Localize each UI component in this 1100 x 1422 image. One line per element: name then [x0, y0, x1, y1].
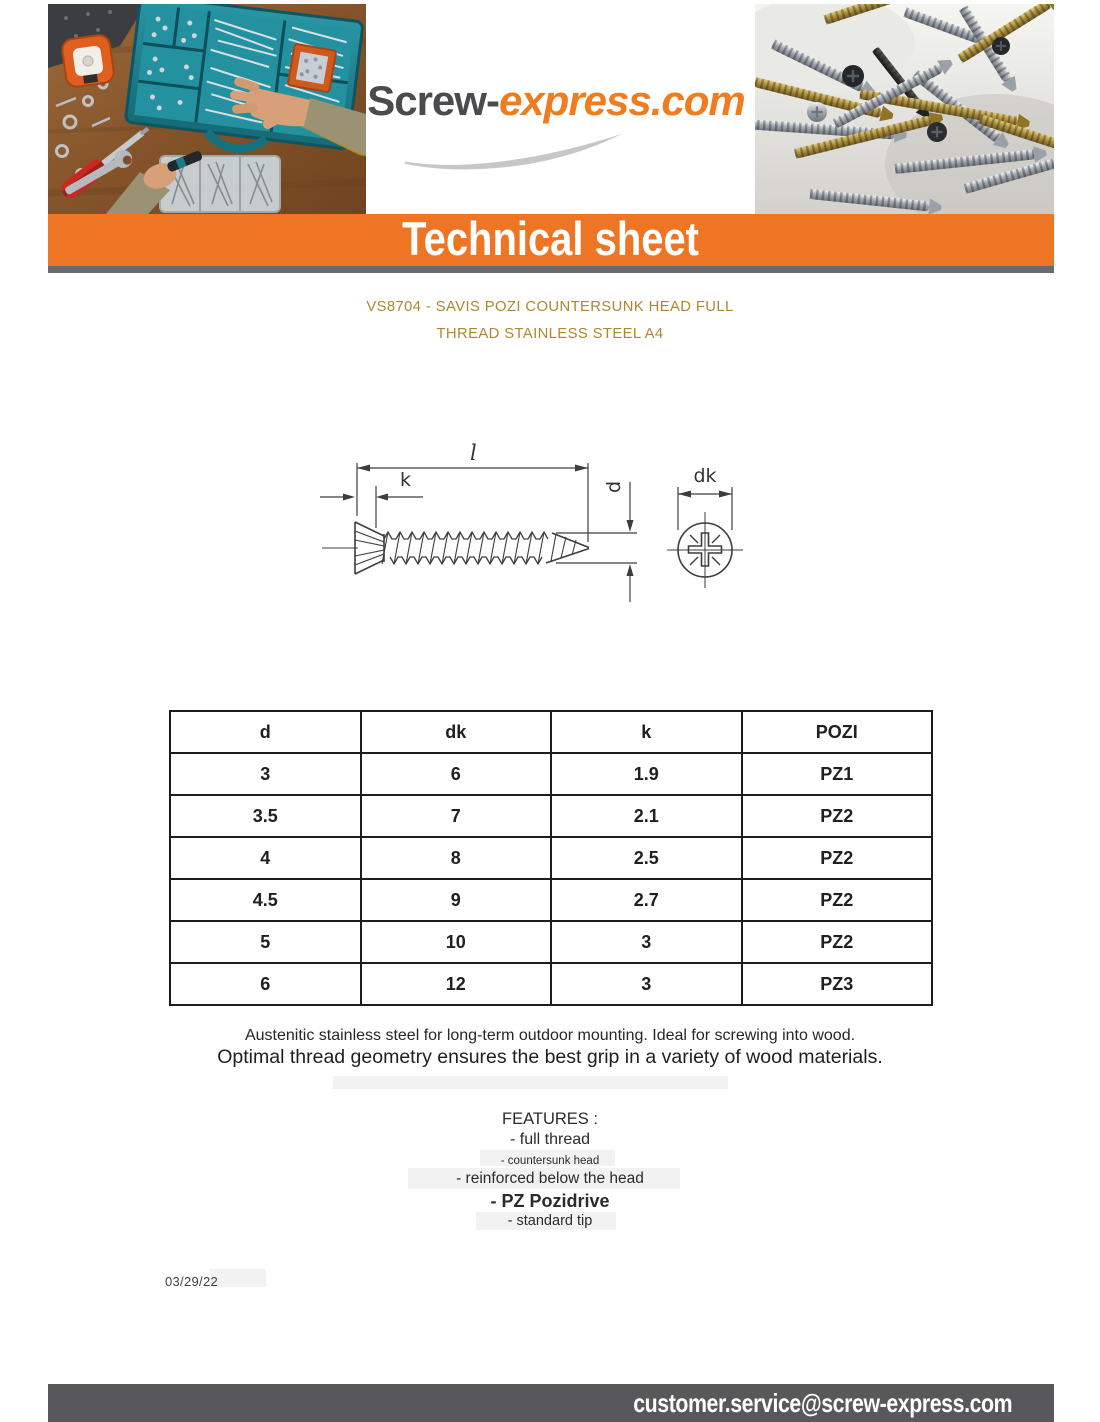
features-heading: FEATURES :	[502, 1110, 598, 1128]
feature-standard-tip: - standard tip	[507, 1213, 593, 1229]
table-row	[170, 879, 932, 921]
cell-k: 2.1	[551, 795, 742, 837]
cell-d: 4.5	[170, 879, 361, 921]
label-diameter: d	[603, 480, 625, 493]
product-title	[0, 294, 1100, 348]
logo-swoosh-icon	[398, 128, 630, 170]
cell-pozi: PZ2	[742, 795, 933, 837]
table-row	[170, 753, 932, 795]
screws-pile-photo	[755, 4, 1054, 214]
table-row	[170, 921, 932, 963]
logo-text-express: express.com	[498, 77, 745, 124]
table-row	[170, 963, 932, 1005]
cell-k: 1.9	[551, 753, 742, 795]
cell-dk: 9	[361, 879, 552, 921]
small-parts-box	[288, 44, 337, 93]
label-length: l	[470, 441, 477, 465]
feature-pz-pozidrive: - PZ Pozidrive	[490, 1191, 610, 1211]
cell-k: 3	[551, 963, 742, 1005]
product-title-line1: VS8704 - SAVIS POZI COUNTERSUNK HEAD FULL	[366, 299, 734, 315]
banner-shadow-strip	[48, 266, 1054, 273]
cell-dk: 12	[361, 963, 552, 1005]
screw-side-view	[322, 522, 589, 574]
cell-pozi: PZ2	[742, 879, 933, 921]
cell-d: 4	[170, 837, 361, 879]
dimension-lines	[320, 463, 732, 602]
label-head-height: k	[400, 469, 412, 491]
brand-logo	[356, 78, 756, 124]
col-header-dk: dk	[361, 711, 552, 753]
cell-d: 3.5	[170, 795, 361, 837]
cell-d: 6	[170, 963, 361, 1005]
cell-d: 3	[170, 753, 361, 795]
scan-artifact	[333, 1076, 728, 1089]
table-row	[170, 795, 932, 837]
cell-k: 2.5	[551, 837, 742, 879]
tape-measure	[61, 34, 115, 88]
title-banner	[48, 214, 1054, 266]
banner-title: Technical sheet	[402, 212, 700, 265]
workbench-photo	[48, 4, 366, 214]
cell-pozi: PZ1	[742, 753, 933, 795]
customer-service-email: customer.service@screw-express.com	[633, 1388, 1012, 1418]
feature-countersunk-head: - countersunk head	[500, 1155, 600, 1167]
feature-full-thread: - full thread	[509, 1131, 591, 1148]
revision-date: 03/29/22	[165, 1274, 219, 1289]
scan-artifact	[210, 1269, 266, 1287]
description-line1: Austenitic stainless steel for long-term outdoor mounting. Ideal for screwing into wood.	[244, 1027, 856, 1044]
cell-pozi: PZ2	[742, 921, 933, 963]
cell-k: 3	[551, 921, 742, 963]
feature-reinforced: - reinforced below the head	[456, 1170, 644, 1187]
product-title-line2: THREAD STAINLESS STEEL A4	[436, 326, 664, 342]
screw-technical-drawing	[300, 430, 770, 622]
col-header-k: k	[551, 711, 742, 753]
table-header-row	[170, 711, 932, 753]
col-header-pozi: POZI	[742, 711, 933, 753]
table-row	[170, 837, 932, 879]
col-header-d: d	[170, 711, 361, 753]
cell-dk: 7	[361, 795, 552, 837]
cell-pozi: PZ3	[742, 963, 933, 1005]
cell-dk: 10	[361, 921, 552, 963]
cell-dk: 8	[361, 837, 552, 879]
cell-d: 5	[170, 921, 361, 963]
cell-pozi: PZ2	[742, 837, 933, 879]
footer-bar	[48, 1384, 1054, 1422]
label-head-diameter: dk	[693, 465, 717, 487]
description-line2: Optimal thread geometry ensures the best grip in a variety of wood materials.	[217, 1046, 883, 1068]
logo-text-screw: Screw-	[367, 77, 499, 124]
cell-dk: 6	[361, 753, 552, 795]
cell-k: 2.7	[551, 879, 742, 921]
dimensions-table	[169, 710, 933, 1006]
